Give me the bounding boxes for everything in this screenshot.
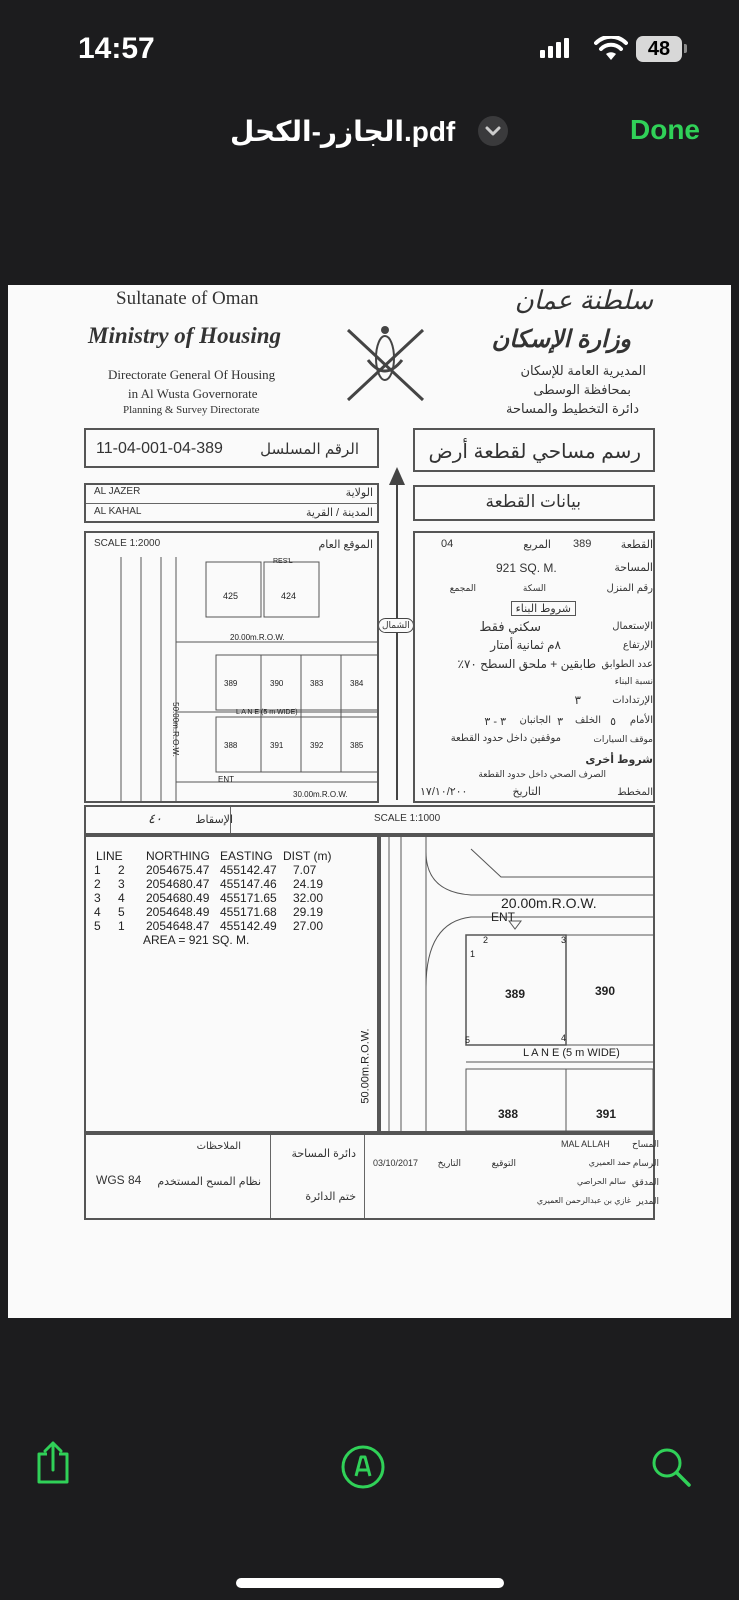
corner-3: 3 bbox=[561, 935, 567, 945]
table-row-1-northing: 2054675.47 bbox=[146, 863, 210, 877]
header-governorate-ar: بمحافظة الوسطى bbox=[533, 382, 631, 397]
small-res-label: RES'L bbox=[273, 558, 293, 565]
table-row-4-easting: 455171.68 bbox=[220, 905, 277, 919]
small-plot-425: 425 bbox=[223, 591, 239, 601]
plot-value: 389 bbox=[573, 538, 592, 550]
street-label: السكة bbox=[522, 583, 546, 593]
header-directorate-ar: المديرية العامة للإسكان bbox=[520, 363, 646, 378]
header-ministry-ar: وزارة الإسكان bbox=[491, 326, 631, 353]
table-row-1-from: 1 bbox=[94, 863, 101, 877]
house-no-label: رقم المنزل bbox=[606, 583, 653, 594]
notes-label: الملاحظات bbox=[196, 1141, 241, 1152]
table-row-4-northing: 2054648.49 bbox=[146, 905, 210, 919]
other-conditions-value: الصرف الصحي داخل حدود القطعة bbox=[478, 769, 606, 779]
projection-row bbox=[84, 805, 655, 835]
header-planning-ar: دائرة التخطيط والمساحة bbox=[506, 401, 639, 416]
plot-data-title: بيانات القطعة bbox=[485, 492, 581, 511]
bottom-toolbar bbox=[0, 1470, 739, 1530]
plan-date-value: ١٧/١٠/٢٠٠ bbox=[420, 786, 468, 798]
form-title: رسم مساحي لقطعة أرض bbox=[428, 441, 641, 463]
table-row-2-easting: 455147.46 bbox=[220, 877, 277, 891]
serial-value: 11-04-001-04-389 bbox=[96, 440, 223, 457]
table-row-1-easting: 455142.47 bbox=[220, 863, 277, 877]
table-row-1-to: 2 bbox=[118, 863, 125, 877]
city-label: المدينة / القرية bbox=[306, 507, 373, 519]
director-value: غازي بن عبدالرحمن العميري bbox=[536, 1196, 631, 1205]
oman-emblem-icon bbox=[338, 320, 433, 410]
drafter-label: الرسام bbox=[632, 1158, 659, 1168]
table-row-3-dist: 32.00 bbox=[293, 891, 324, 905]
survey-dept-label: دائرة المساحة bbox=[291, 1148, 356, 1160]
detail-row-label: 20.00m.R.O.W. bbox=[501, 895, 597, 911]
director-label: المدير bbox=[636, 1196, 659, 1206]
north-label: الشمال bbox=[378, 618, 414, 633]
date-label: التاريخ bbox=[437, 1158, 461, 1168]
header-country-ar: سلطنة عمان bbox=[514, 285, 653, 315]
small-plot-389: 389 bbox=[224, 679, 238, 688]
plan-label: المخطط bbox=[617, 787, 653, 798]
table-header-dist: DIST (m) bbox=[283, 849, 332, 863]
setbacks-value: ٣ bbox=[574, 693, 581, 707]
table-header-line: LINE bbox=[96, 849, 123, 863]
small-plot-391: 391 bbox=[270, 741, 284, 750]
square-label: المربع bbox=[523, 539, 551, 551]
battery-tip bbox=[684, 44, 687, 53]
table-row-2-northing: 2054680.47 bbox=[146, 877, 210, 891]
table-row-2-to: 3 bbox=[118, 877, 125, 891]
projection-value: ٤٠ bbox=[148, 811, 162, 826]
north-arrow-line bbox=[396, 475, 398, 800]
height-label: الإرتفاع bbox=[622, 640, 653, 651]
corner-4: 4 bbox=[561, 1033, 567, 1043]
usage-value: سكني فقط bbox=[479, 619, 541, 634]
table-row-3-northing: 2054680.49 bbox=[146, 891, 210, 905]
wilayat-label: الولاية bbox=[345, 487, 373, 499]
document-title[interactable]: الجازر-الكحل.pdf bbox=[230, 116, 456, 147]
surveyor-value: MAL ALLAH bbox=[561, 1139, 610, 1149]
small-row-label: 20.00m.R.O.W. bbox=[230, 633, 285, 642]
small-plot-384: 384 bbox=[350, 679, 364, 688]
setbacks-label: الإرتدادات bbox=[612, 695, 653, 706]
small-plot-385: 385 bbox=[350, 741, 364, 750]
status-bar bbox=[0, 0, 739, 100]
small-plot-424: 424 bbox=[281, 591, 297, 601]
city-value: AL KAHAL bbox=[94, 506, 142, 517]
area-value: 921 SQ. M. bbox=[496, 561, 557, 575]
floors-label: عدد الطوابق bbox=[601, 659, 653, 670]
table-row-5-from: 5 bbox=[94, 919, 101, 933]
north-arrow-icon bbox=[389, 467, 405, 485]
small-ent-label: ENT bbox=[218, 775, 234, 784]
table-row-5-dist: 27.00 bbox=[293, 919, 324, 933]
search-icon[interactable] bbox=[648, 1444, 694, 1490]
detail-plot-391: 391 bbox=[596, 1107, 617, 1121]
square-value: 04 bbox=[441, 538, 454, 550]
scale-detail: SCALE 1:1000 bbox=[374, 813, 441, 824]
detail-ent-label: ENT bbox=[491, 910, 515, 924]
table-header-northing: NORTHING bbox=[146, 849, 210, 863]
surveyor-label: المساح bbox=[631, 1139, 659, 1149]
table-row-2-dist: 24.19 bbox=[293, 877, 324, 891]
plan-date-label: التاريخ bbox=[512, 786, 541, 798]
detail-lane-label: L A N E (5 m WIDE) bbox=[523, 1047, 620, 1059]
cellular-signal-icon bbox=[540, 38, 569, 58]
front-value: ٥ bbox=[610, 716, 616, 728]
small-plot-392: 392 bbox=[310, 741, 324, 750]
date-value: 03/10/2017 bbox=[373, 1158, 419, 1168]
building-ratio-label: نسبة البناء bbox=[614, 676, 653, 686]
small-plot-390: 390 bbox=[270, 679, 284, 688]
small-lane-label: L A N E (5 m WIDE) bbox=[236, 709, 298, 716]
wilayat-value: AL JAZER bbox=[94, 486, 141, 497]
done-button[interactable]: Done bbox=[630, 114, 700, 145]
table-header-easting: EASTING bbox=[220, 849, 273, 863]
table-row-5-to: 1 bbox=[118, 919, 125, 933]
header-country-en: Sultanate of Oman bbox=[116, 288, 259, 309]
corner-1: 1 bbox=[470, 949, 476, 959]
small-row50-label: 50.00m.R.O.W. bbox=[170, 702, 180, 757]
detail-plot-390: 390 bbox=[595, 984, 616, 998]
detail-plot-389: 389 bbox=[505, 987, 526, 1001]
area-total: AREA = 921 SQ. M. bbox=[143, 933, 250, 947]
scale-general: SCALE 1:2000 bbox=[94, 538, 161, 549]
floors-value: طابقين + ملحق السطح ٧٠٪ bbox=[457, 657, 596, 671]
header-governorate-en: in Al Wusta Governorate bbox=[128, 386, 258, 401]
building-conditions-title: شروط البناء bbox=[511, 601, 576, 616]
plot-label: القطعة bbox=[620, 539, 653, 551]
dept-stamp-label: ختم الدائرة bbox=[305, 1191, 356, 1203]
survey-system-label: نظام المسح المستخدم bbox=[157, 1176, 261, 1188]
usage-label: الإستعمال bbox=[612, 621, 653, 632]
status-time: 14:57 bbox=[78, 32, 155, 65]
sign-label: التوقيع bbox=[491, 1158, 516, 1168]
small-row30-label: 30.00m.R.O.W. bbox=[293, 790, 348, 799]
wifi-icon bbox=[594, 36, 628, 62]
sides-value: ٣ - ٣ bbox=[484, 716, 506, 728]
area-label: المساحة bbox=[614, 562, 653, 574]
other-conditions-label: شروط أخرى bbox=[585, 754, 653, 766]
battery-icon: 48 bbox=[636, 36, 682, 62]
checker-label: المدقق bbox=[632, 1177, 659, 1187]
back-value: ٣ bbox=[557, 716, 563, 728]
drafter-value: حمد العميري bbox=[588, 1158, 631, 1167]
detail-plot-388: 388 bbox=[498, 1107, 519, 1121]
general-location-label: الموقع العام bbox=[318, 539, 373, 551]
home-indicator bbox=[236, 1578, 504, 1588]
complex-label: المجمع bbox=[449, 583, 476, 593]
share-icon[interactable] bbox=[33, 1440, 73, 1486]
table-row-3-easting: 455171.65 bbox=[220, 891, 277, 905]
table-row-4-to: 5 bbox=[118, 905, 125, 919]
sides-label: الجانبان bbox=[519, 715, 551, 726]
table-row-5-northing: 2054648.47 bbox=[146, 919, 210, 933]
survey-system-value: WGS 84 bbox=[96, 1173, 142, 1187]
table-row-3-to: 4 bbox=[118, 891, 125, 905]
serial-label: الرقم المسلسل bbox=[260, 441, 359, 458]
table-row-1-dist: 7.07 bbox=[293, 863, 317, 877]
table-row-4-dist: 29.19 bbox=[293, 905, 324, 919]
parking-label: موقف السيارات bbox=[593, 734, 653, 744]
pdf-page bbox=[8, 285, 731, 1318]
projection-label: الإسقاط bbox=[195, 814, 233, 826]
back-label: الخلف bbox=[575, 715, 601, 726]
front-label: الأمام bbox=[629, 715, 653, 726]
detail-row50-label: 50.00m.R.O.W. bbox=[359, 1028, 372, 1104]
header-directorate-en: Directorate General Of Housing bbox=[108, 367, 276, 382]
parking-value: موقفين داخل حدود القطعة bbox=[450, 733, 561, 744]
chevron-down-icon bbox=[478, 116, 508, 146]
table-row-2-from: 2 bbox=[94, 877, 101, 891]
height-value: ٨م ثمانية أمتار bbox=[490, 638, 561, 652]
table-row-4-from: 4 bbox=[94, 905, 101, 919]
corner-2: 2 bbox=[483, 935, 489, 945]
small-plot-383: 383 bbox=[310, 679, 324, 688]
markup-icon[interactable] bbox=[340, 1444, 386, 1490]
title-menu-chevron[interactable] bbox=[478, 116, 508, 146]
corner-5: 5 bbox=[465, 1035, 471, 1045]
small-plot-388: 388 bbox=[224, 741, 238, 750]
table-row-3-from: 3 bbox=[94, 891, 101, 905]
header-planning-en: Planning & Survey Directorate bbox=[123, 404, 260, 416]
checker-value: سالم الحراصي bbox=[576, 1177, 626, 1186]
table-row-5-easting: 455142.49 bbox=[220, 919, 277, 933]
header-ministry-en: Ministry of Housing bbox=[88, 323, 281, 348]
